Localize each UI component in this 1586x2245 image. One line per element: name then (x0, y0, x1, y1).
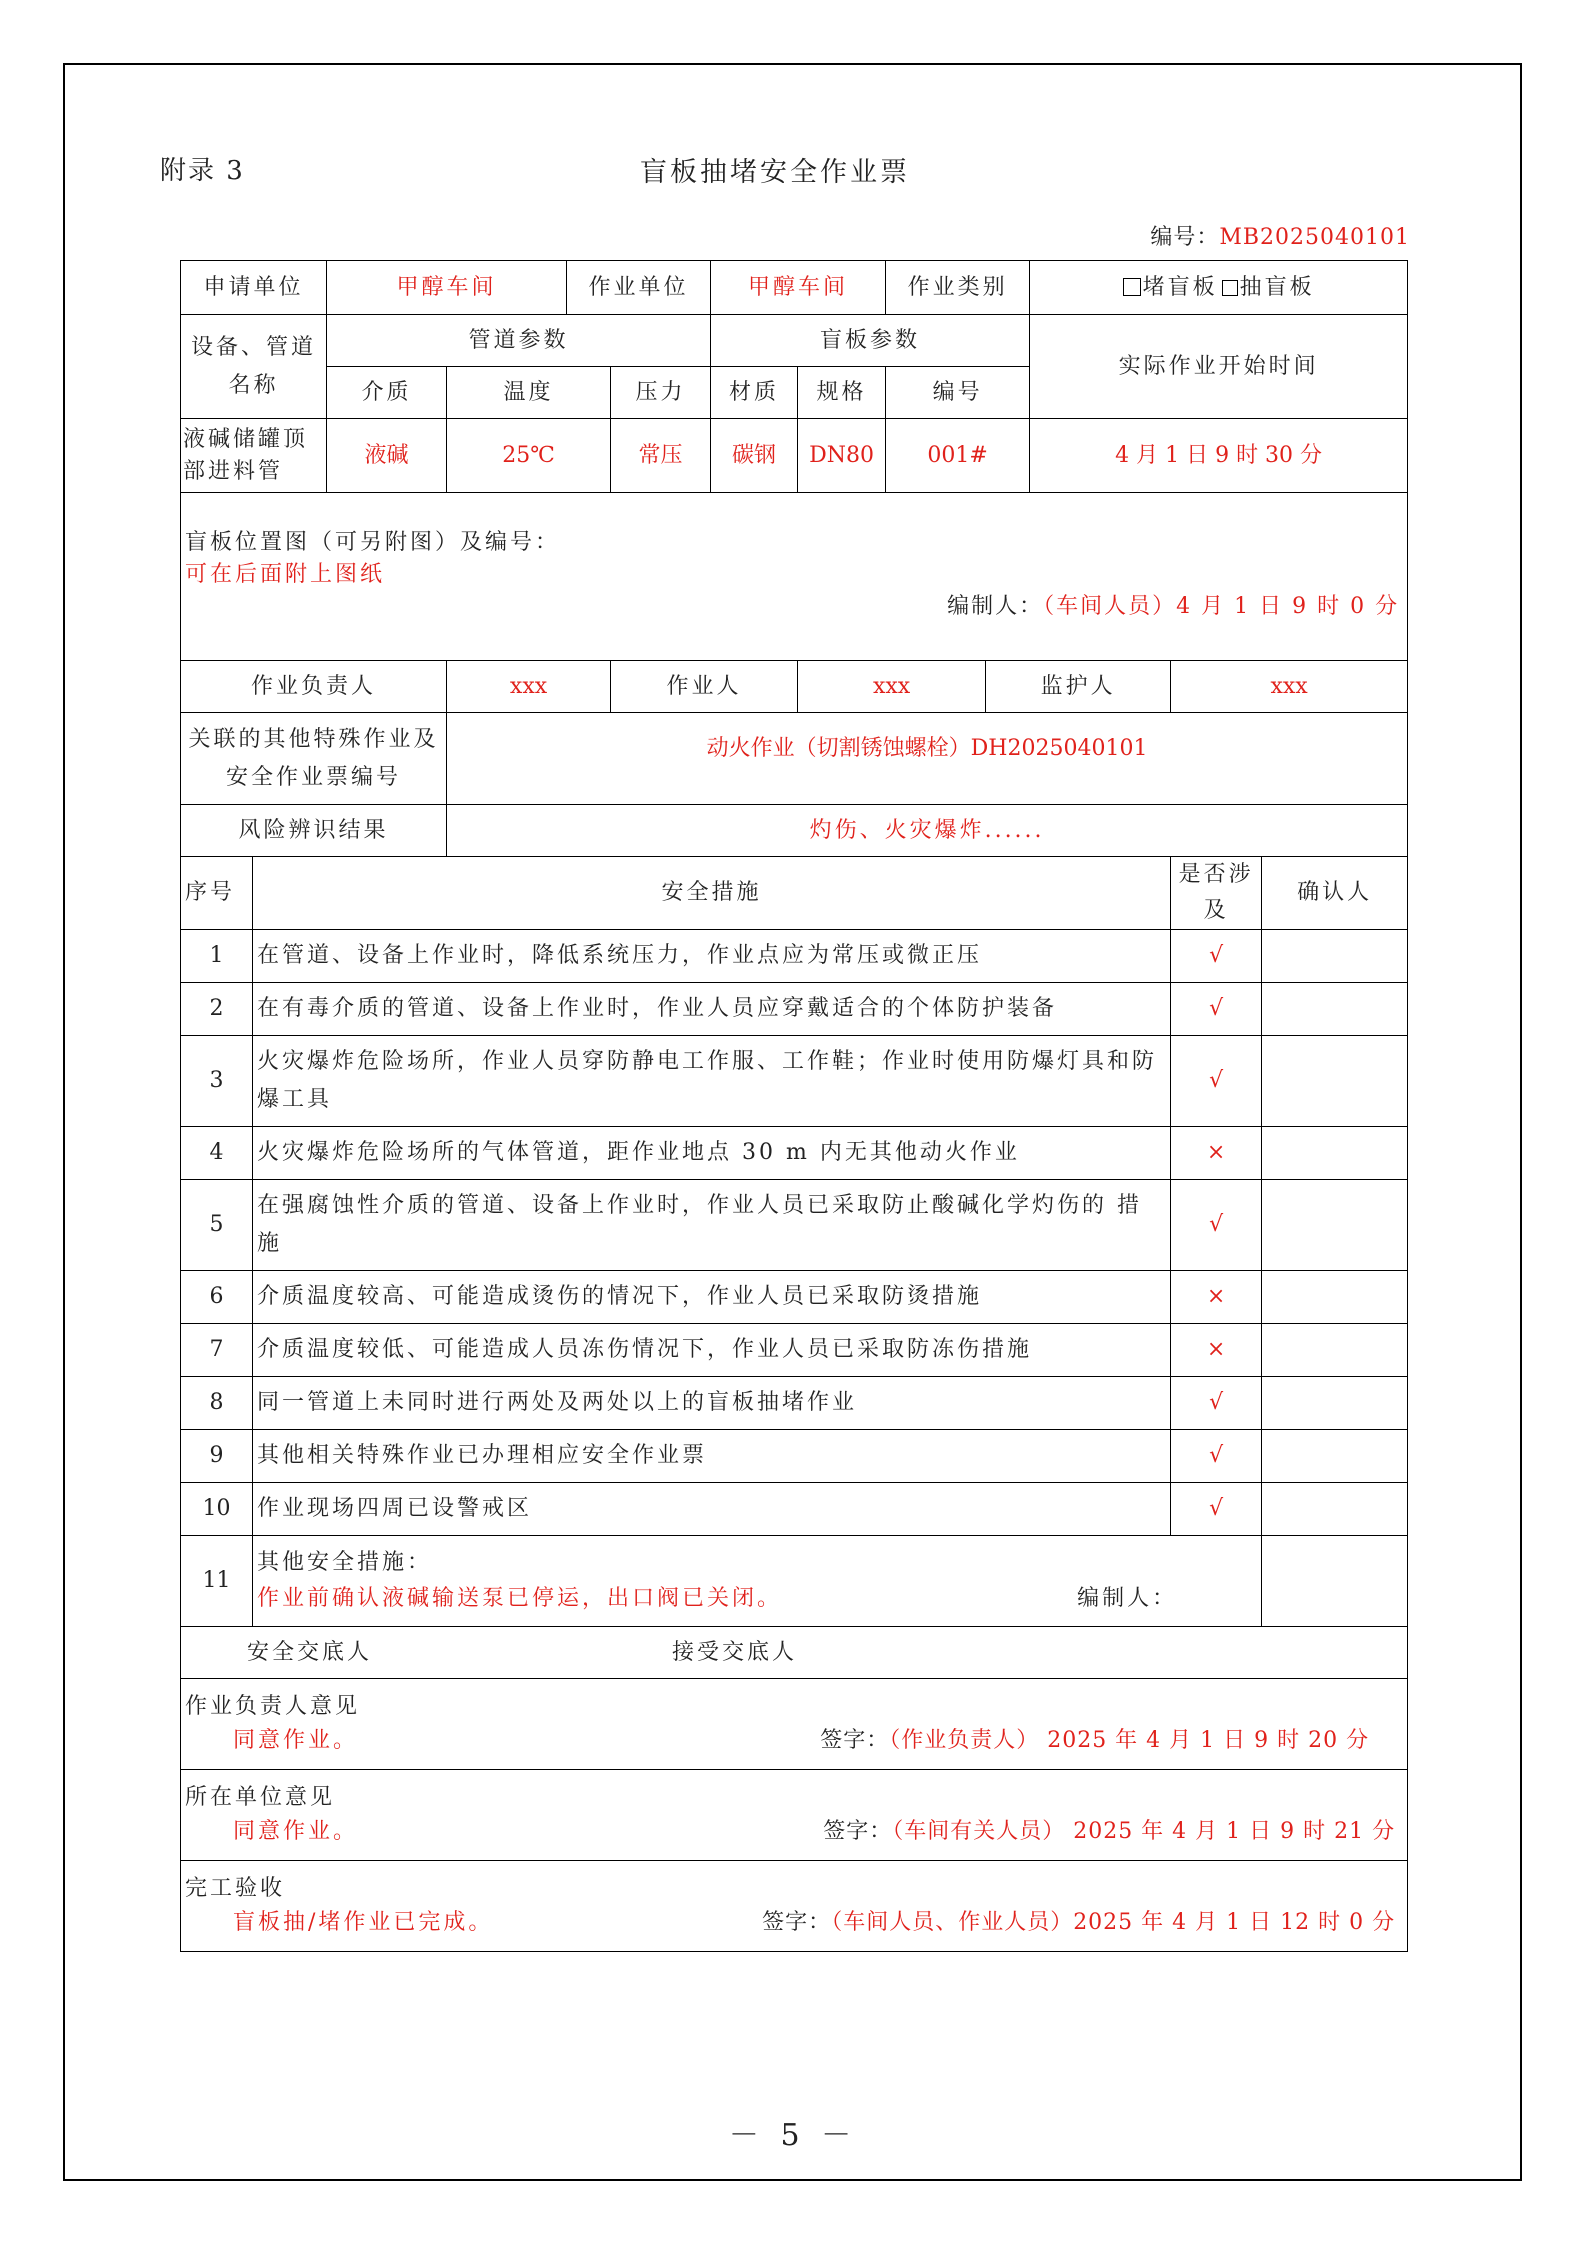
location-row (181, 493, 1408, 661)
apply-unit-value: 甲醇车间 (327, 261, 567, 315)
unit-row (181, 261, 1408, 315)
measure-row (181, 1036, 1408, 1127)
related-label: 关联的其他特殊作业及安全作业票编号 (181, 713, 447, 805)
measure-text: 介质温度较高、可能造成烫伤的情况下，作业人员已采取防烫措施 (253, 1271, 1171, 1324)
measure-no: 7 (181, 1324, 253, 1377)
measure-no: 9 (181, 1430, 253, 1483)
finish-sign-label: 签字： (762, 1910, 832, 1935)
involved-mark: √ (1171, 1483, 1262, 1536)
unit-opinion-value: 同意作业。 (233, 1819, 359, 1844)
finish-line (185, 1906, 1403, 1940)
page-number: － 5 － (728, 2118, 858, 2153)
involved-mark: × (1171, 1271, 1262, 1324)
leader-value: xxx (447, 661, 611, 713)
confirm-cell[interactable] (1262, 983, 1408, 1036)
other-measures-line (257, 1581, 1257, 1617)
measure-row (181, 1377, 1408, 1430)
guardian-label: 监护人 (986, 661, 1171, 713)
equip-label: 设备、管道名称 (181, 315, 327, 419)
finish-label: 完工验收 (185, 1876, 286, 1901)
seq-label: 序号 (181, 857, 253, 930)
unit-opinion-label: 所在单位意见 (185, 1785, 336, 1810)
medium-value: 液碱 (327, 419, 447, 493)
confirm-cell[interactable] (1262, 1036, 1408, 1127)
related-row (181, 713, 1408, 805)
pressure-label: 压力 (611, 367, 711, 419)
related-value: 动火作业（切割锈蚀螺栓）DH2025040101 (447, 713, 1408, 805)
pull-option-label: 抽盲板 (1239, 274, 1315, 300)
risk-row (181, 805, 1408, 857)
measure-row (181, 983, 1408, 1036)
involved-mark: √ (1171, 1430, 1262, 1483)
leader-opinion-label: 作业负责人意见 (185, 1694, 361, 1719)
measures-header-row (181, 857, 1408, 930)
finish-row (181, 1861, 1408, 1952)
leader-opinion-row (181, 1679, 1408, 1770)
confirm-cell[interactable] (1262, 1127, 1408, 1180)
pull-checkbox[interactable] (1222, 280, 1238, 296)
temp-label: 温度 (447, 367, 611, 419)
location-author-value: （车间人员）4 月 1 日 9 时 0 分 (1043, 594, 1400, 619)
leader-opinion-cell (181, 1679, 1408, 1770)
finish-cell (181, 1861, 1408, 1952)
involved-mark: × (1171, 1127, 1262, 1180)
other-author-label: 编制人： (1077, 1586, 1178, 1611)
other-measures-cell (253, 1536, 1262, 1627)
finish-value: 盲板抽/堵作业已完成。 (233, 1910, 494, 1935)
measure-row (181, 930, 1408, 983)
leader-sign-label: 签字： (820, 1728, 890, 1753)
serial-number (1150, 220, 1410, 251)
location-note: 可在后面附上图纸 (185, 562, 386, 587)
unit-signature (823, 1815, 1403, 1849)
leader-opinion-line (185, 1724, 1403, 1758)
spec-label: 规格 (798, 367, 886, 419)
leader-label: 作业负责人 (181, 661, 447, 713)
work-type-label: 作业类别 (886, 261, 1030, 315)
params-value-row (181, 419, 1408, 493)
spec-value: DN80 (798, 419, 886, 493)
safety-handover-label: 安全交底人 (247, 1639, 373, 1665)
worker-value: xxx (798, 661, 986, 713)
involved-mark: √ (1171, 1036, 1262, 1127)
measure-row (181, 1324, 1408, 1377)
involved-mark: √ (1171, 1377, 1262, 1430)
measure-text: 在管道、设备上作业时，降低系统压力，作业点应为常压或微正压 (253, 930, 1171, 983)
serial-label: 编号： (1150, 225, 1220, 250)
unit-opinion-row (181, 1770, 1408, 1861)
pressure-value: 常压 (611, 419, 711, 493)
handover-row (181, 1627, 1408, 1679)
risk-value: 灼伤、火灾爆炸...... (447, 805, 1408, 857)
handover-cell (181, 1627, 1408, 1679)
measure-no: 2 (181, 983, 253, 1036)
apply-unit-label: 申请单位 (181, 261, 327, 315)
leader-signature (820, 1724, 1403, 1758)
block-checkbox[interactable] (1123, 278, 1141, 296)
other-measures-value: 作业前确认液碱输送泵已停运，出口阀已关闭。 (257, 1586, 783, 1611)
measure-no: 10 (181, 1483, 253, 1536)
involved-mark: √ (1171, 983, 1262, 1036)
people-row (181, 661, 1408, 713)
measure-text: 介质温度较低、可能造成人员冻伤情况下，作业人员已采取防冻伤措施 (253, 1324, 1171, 1377)
block-option-label: 堵盲板 (1142, 274, 1218, 300)
confirm-cell[interactable] (1262, 1377, 1408, 1430)
params-header-row (181, 315, 1408, 367)
other-measures-label: 其他安全措施： (257, 1550, 433, 1575)
measure-no: 1 (181, 930, 253, 983)
other-measures-row (181, 1536, 1408, 1627)
measure-row (181, 1483, 1408, 1536)
confirm-cell[interactable] (1262, 1324, 1408, 1377)
confirm-label: 确认人 (1262, 857, 1408, 930)
unit-opinion-line (185, 1815, 1403, 1849)
pipe-params-label: 管道参数 (327, 315, 711, 367)
measure-no: 6 (181, 1271, 253, 1324)
confirm-cell[interactable] (1262, 1180, 1408, 1271)
equip-value: 液碱储罐顶部进料管 (181, 419, 327, 493)
location-author-label: 编制人： (947, 594, 1044, 619)
unit-opinion-cell (181, 1770, 1408, 1861)
unit-sign-label: 签字： (823, 1819, 893, 1844)
involved-mark: √ (1171, 930, 1262, 983)
work-unit-value: 甲醇车间 (711, 261, 886, 315)
location-label: 盲板位置图（可另附图）及编号： (185, 530, 561, 555)
work-ticket-table (180, 260, 1408, 1952)
measure-text: 在强腐蚀性介质的管道、设备上作业时，作业人员已采取防止酸碱化学灼伤的 措施 (253, 1180, 1171, 1271)
receive-handover-label: 接受交底人 (672, 1639, 798, 1665)
measure-text: 火灾爆炸危险场所的气体管道，距作业地点 30 m 内无其他动火作业 (253, 1127, 1171, 1180)
unit-sign-value: （车间有关人员） 2025 年 4 月 1 日 9 时 21 分 (892, 1819, 1396, 1844)
measure-row (181, 1127, 1408, 1180)
location-cell (181, 493, 1408, 661)
start-time-value: 4 月 1 日 9 时 30 分 (1030, 419, 1408, 493)
confirm-cell[interactable] (1262, 1536, 1408, 1627)
measure-no: 11 (181, 1536, 253, 1627)
blind-params-label: 盲板参数 (711, 315, 1030, 367)
confirm-cell[interactable] (1262, 930, 1408, 983)
confirm-cell[interactable] (1262, 1430, 1408, 1483)
measure-row (181, 1430, 1408, 1483)
appendix-label: 附录 3 (160, 156, 245, 186)
measure-text: 同一管道上未同时进行两处及两处以上的盲板抽堵作业 (253, 1377, 1171, 1430)
start-time-label: 实际作业开始时间 (1030, 315, 1408, 419)
measure-no: 4 (181, 1127, 253, 1180)
involved-mark: × (1171, 1324, 1262, 1377)
involved-mark: √ (1171, 1180, 1262, 1271)
worker-label: 作业人 (611, 661, 798, 713)
confirm-cell[interactable] (1262, 1483, 1408, 1536)
work-unit-label: 作业单位 (567, 261, 711, 315)
measure-text: 在有毒介质的管道、设备上作业时，作业人员应穿戴适合的个体防护装备 (253, 983, 1171, 1036)
material-value: 碳钢 (711, 419, 798, 493)
material-label: 材质 (711, 367, 798, 419)
work-type-options (1030, 261, 1408, 315)
serial-value: MB2025040101 (1219, 225, 1410, 250)
blind-no-label: 编号 (886, 367, 1030, 419)
measure-no: 8 (181, 1377, 253, 1430)
blind-no-value: 001# (886, 419, 1030, 493)
temp-value: 25℃ (447, 419, 611, 493)
measure-label: 安全措施 (253, 857, 1171, 930)
measure-no: 3 (181, 1036, 253, 1127)
leader-opinion-value: 同意作业。 (233, 1728, 359, 1753)
risk-label: 风险辨识结果 (181, 805, 447, 857)
finish-sign-value: （车间人员、作业人员）2025 年 4 月 1 日 12 时 0 分 (831, 1910, 1396, 1935)
finish-signature (762, 1906, 1403, 1940)
measure-text: 火灾爆炸危险场所，作业人员穿防静电工作服、工作鞋；作业时使用防爆灯具和防爆工具 (253, 1036, 1171, 1127)
measure-text: 其他相关特殊作业已办理相应安全作业票 (253, 1430, 1171, 1483)
guardian-value: xxx (1171, 661, 1408, 713)
measure-row (181, 1271, 1408, 1324)
measure-text: 作业现场四周已设警戒区 (253, 1483, 1171, 1536)
location-author (185, 591, 1403, 623)
page-title: 盲板抽堵安全作业票 (640, 157, 910, 188)
measure-no: 5 (181, 1180, 253, 1271)
leader-sign-value: （作业负责人） 2025 年 4 月 1 日 9 时 20 分 (889, 1728, 1370, 1753)
measure-row (181, 1180, 1408, 1271)
medium-label: 介质 (327, 367, 447, 419)
confirm-cell[interactable] (1262, 1271, 1408, 1324)
involved-label: 是否涉及 (1171, 857, 1262, 930)
